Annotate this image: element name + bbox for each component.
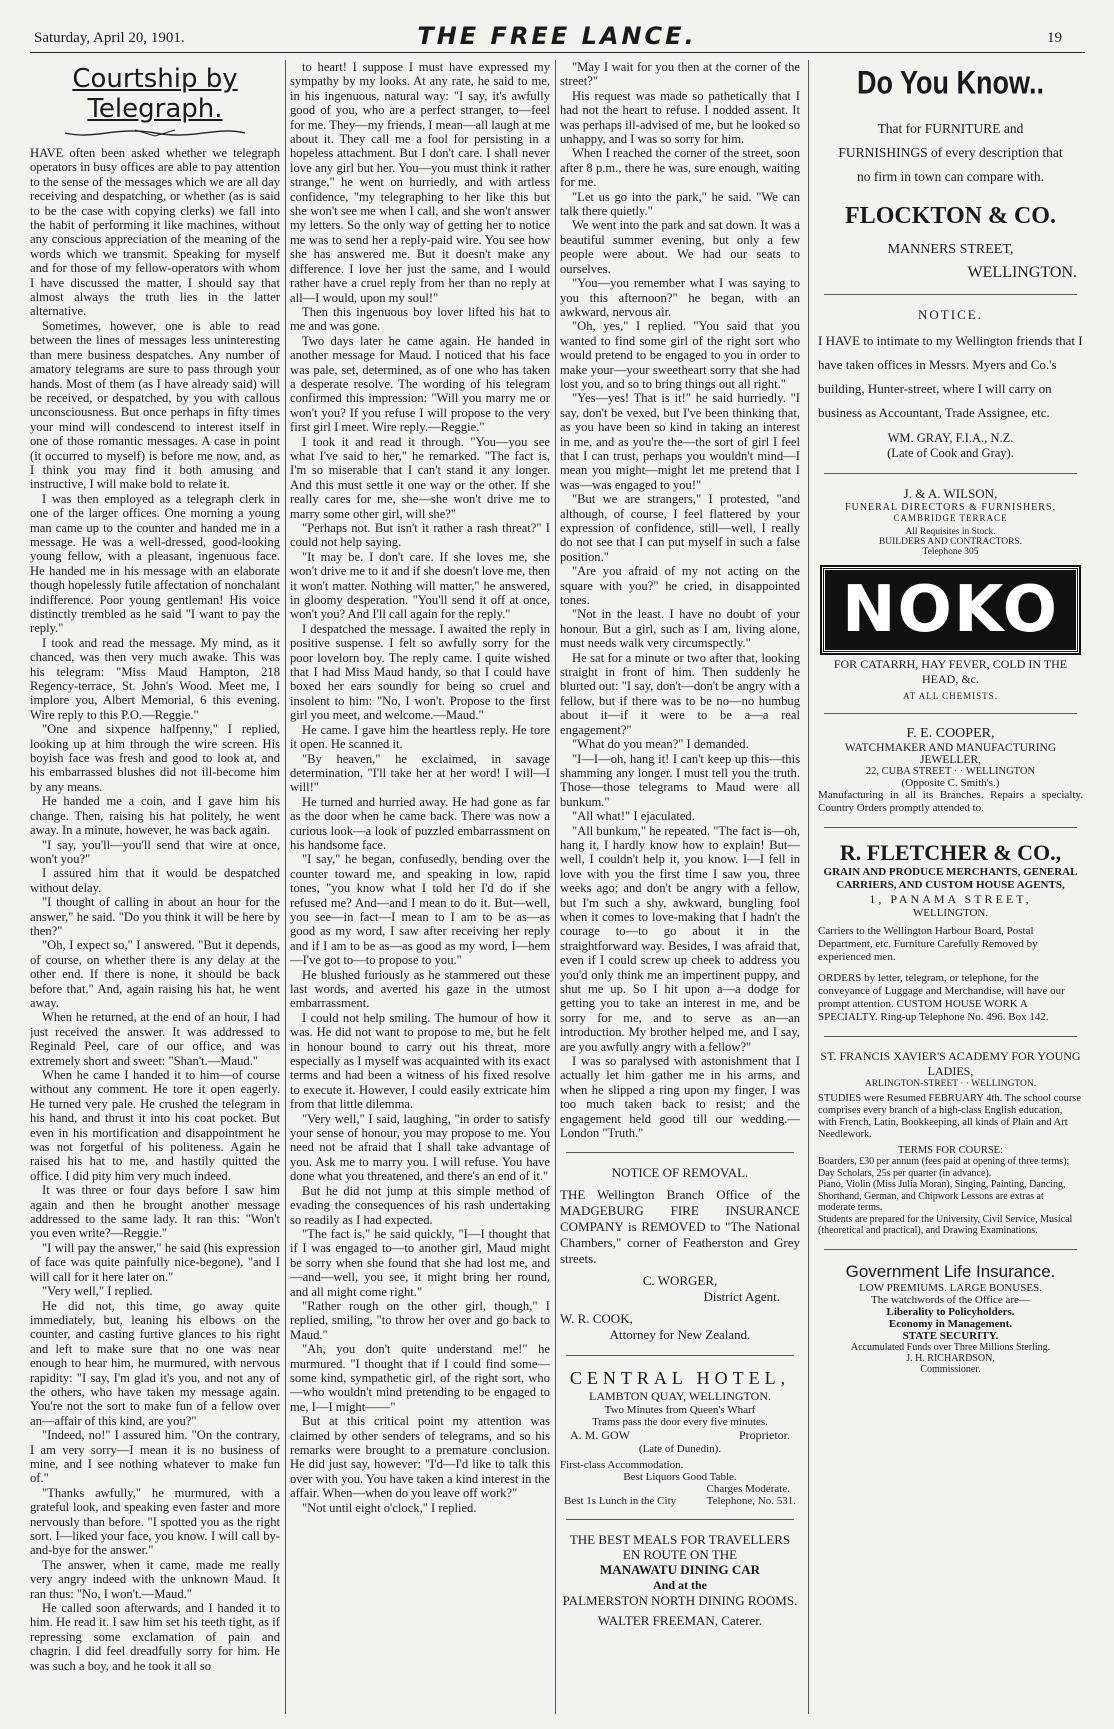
divider — [566, 1152, 794, 1153]
hotel-name: CENTRAL HOTEL, — [569, 1368, 791, 1389]
article-paragraph: We went into the park and sat down. It was a beautiful summer evening, but only a few people were about. We had our seats to ourselves. — [560, 218, 800, 276]
article-paragraph: "I thought of calling in about an hour for the answer," he said. "Do you think it will be here by then?" — [30, 895, 280, 938]
article-paragraph: "By heaven," he exclaimed, in savage determination, "I'll take her at her word! I will—I will!" — [290, 751, 550, 795]
terms-extras: Piano, Violin (Miss Julia Moran), Singing, Painting, Dancing, Shorthand, German, and Chipwork Lessons are extras at moderate terms. — [818, 1179, 1066, 1213]
fletcher-city: WELLINGTON. — [912, 907, 989, 919]
divider — [824, 473, 1077, 474]
article-paragraph: When he came I handed it to him—of course without any comment. He tore it open eagerly. He turned very pale. He crushed the telegram in his hand, and thrust it into his coat pocket. But even in his mortification and disappointment he was not forgetful of his politeness. Again he raised his hat to me, and hastily quitted the office. I did pity him very much indeed. — [30, 1068, 280, 1183]
article-paragraph: He turned and hurried away. He had gone as far as the door when he came back. There was now a curious look—a look of puzzled embarrassment on his handsome face. — [290, 794, 550, 852]
meals-car: MANAWATU DINING CAR — [599, 1562, 761, 1578]
fletcher-name: R. FLETCHER & CO., — [839, 840, 1062, 865]
article-paragraph: I despatched the message. I awaited the reply in positive suspense. I felt so awfully sorry for the poor lovelorn boy. The reply came. I quite wished that I had Miss Maud handy, so that I could have boxed her ears soundly for being so cruel and insolent to him: "No, I won't. Propose to the first girl you meet, and welcome.—Maud." — [290, 621, 550, 723]
gli-watchwords: The watchwords of the Office are— — [871, 1293, 1030, 1306]
government-life-ad — [818, 1262, 1083, 1375]
hotel-address: LAMBTON QUAY, WELLINGTON. — [588, 1389, 771, 1404]
terms-heading: TERMS FOR COURSE: — [897, 1145, 1004, 1156]
article-paragraph: It was three or four days before I saw him again and then he brought another message addressed to the same lady. It ran this: "Won't you even write?—Reggie." — [30, 1183, 280, 1241]
flockton-text: That for FURNITURE and FURNISHINGS of every description that no firm in town can compare with. — [838, 121, 1063, 184]
meals-and: And at the — [652, 1578, 707, 1593]
article-paragraph: Two days later he came again. He handed in another message for Maud. I noticed that his face was pale, set, determined, as of one who has taken a desperate resolve. The wording of his telegram confirmed this impression: "Will you marry me or won't you? If you refuse I will propose to the very first girl I meet. Wire reply.—Reggie." — [290, 333, 550, 435]
article-paragraph: He called soon afterwards, and I handed it to him. He read it. I saw him set his teeth tight, as if repressing some exclamation of pain and chagrin. I did feel dreadfully sorry for him. He was such a boy, and he took it all so — [30, 1601, 280, 1673]
xavier-ad — [818, 1049, 1083, 1237]
fletcher-address: 1, PANAMA STREET, — [869, 892, 1032, 906]
cooper-role: WATCHMAKER AND MANUFACTURING JEWELLER, — [844, 742, 1057, 766]
article-paragraph: "All bunkum," he repeated. "The fact is—oh, hang it, I hardly know how to explain! But—well, I couldn't help it, you know. I—I fell in love with you the first time I saw you, three weeks ago; and don't be angry with a fellow, but I'm such a shy, awkward, bungling fool when it comes to love-making that I hadn't the courage to—to go about it in the straightforward way. Besides, I was afraid that, even if I could screw up cheek to address you you'd only think me an impertinent puppy, and shut me up. So I hit upon a—a dodge for getting you to take an interest in me, and be sorry for me, and to serve as an—an introduction. My brother helped me, and I say, are you awfully angry with a fellow?" — [560, 823, 800, 1054]
article-paragraph: He handed me a coin, and I gave him his change. Then, raising his hat politely, he went away. In a minute, however, he was back again. — [30, 794, 280, 838]
article-paragraph: "Indeed, no!" I assured him. "On the contrary, I am very sorry—I mean it is no business of mine, and I see nothing whatever to make fun of." — [30, 1428, 280, 1486]
wilson-name: J. & A. WILSON, — [903, 486, 998, 501]
header-rule — [30, 52, 1085, 53]
article-paragraph: "Not in the least. I have no doubt of your honour. But a girl, such as I am, living alone, must needs walk very circumspectly." — [560, 607, 800, 651]
article-paragraph: His request was made so pathetically that I had not the heart to refuse. I nodded assent. It was perhaps ill-advised of me, but he looked so unhappy, and I was so sorry for him. — [560, 88, 800, 147]
article-paragraph: He did not, this time, go away quite immediately, but, leaning his elbows on the counter, and casting furtive glances to his right and left to make sure that no one was near enough to hear him, he murmured, with nervous rapidity: "I say, I'm glad it's you, and not any of the others, who have taken my message again. You're not the sort to make fun of a fellow over an—affair of this kind, are you?" — [30, 1298, 280, 1428]
wilson-builders: BUILDERS AND CONTRACTORS. — [878, 537, 1023, 547]
noko-logo: NOKO — [822, 567, 1079, 653]
removal-title: NOTICE OF REMOVAL. — [611, 1165, 749, 1181]
do-you-know-heading: Do You Know.. — [857, 64, 1044, 101]
central-hotel-ad — [560, 1368, 800, 1507]
issue-date: Saturday, April 20, 1901. — [34, 30, 185, 46]
hotel-feature-1: First-class Accommodation. — [560, 1459, 684, 1472]
article-column-1 — [30, 60, 280, 1717]
gli-low: LOW PREMIUMS. LARGE BONUSES. — [859, 1281, 1042, 1294]
article-paragraph: "Ah, you don't quite understand me!" he murmured. "I thought that if I could find some—some kind, sympathetic girl, of the right sort, who—who wouldn't mind pretending to be engaged to me, I—I might——" — [290, 1342, 550, 1414]
xavier-address: ARLINGTON-STREET · · WELLINGTON. — [864, 1079, 1037, 1089]
removal-notice — [560, 1165, 800, 1343]
article-column-2 — [290, 60, 550, 1717]
hotel-telephone: Telephone, No. 531. — [706, 1495, 796, 1508]
meals-title: THE BEST MEALS FOR TRAVELLERS EN ROUTE ON THE — [569, 1532, 791, 1563]
gli-commissioner-role: Commissioner. — [920, 1363, 981, 1375]
column-divider — [285, 60, 286, 1714]
article-paragraph: I was then employed as a telegraph clerk in one of the larger offices. One morning a young man came up to the counter and handed me in a message. He was a well-dressed, good-looking young fellow, with a pleasant, ingenuous face. He handed me in his message with an elaborate though hopelessly futile affectation of nonchalant indifference. Poor young gentleman! His voice distinctly trembled as he said "I want to pay the reply." — [30, 491, 280, 636]
divider — [824, 294, 1077, 295]
removal-attorney: W. R. COOK, — [560, 1311, 633, 1327]
article-paragraph: "Oh, I expect so," I answered. "But it depends, of course, on whether there is any delay at the other end. If there is none, it should be back before that." And, again raising his hat, he went away. — [30, 938, 280, 1010]
column-divider — [555, 60, 556, 1714]
article-paragraph: "I say," he began, confusedly, bending over the counter toward me, and speaking in low, rapid tones, "you know what I told her I'd do if she refused me? And—and I mean to do it. But—well, you see—in fact—I mean to I am to be as—as good as my word, I saw after receiving her reply and if I am to be as—as good as my word, I—hem—I've got to—to propose to you." — [290, 852, 550, 968]
article-paragraph: I was so paralysed with astonishment that I actually let him gather me in his arms, and when he slipped a ring upon my finger, I was too much taken back to resist; and the engagement held good till our wedding.—London "Truth." — [560, 1054, 800, 1141]
article-paragraph: "Are you afraid of my not acting on the square with you?" he cried, in disappointed tones. — [560, 564, 800, 608]
wilson-role: FUNERAL DIRECTORS & FURNISHERS, — [844, 502, 1057, 513]
advertisement-column — [818, 60, 1083, 1717]
notice-title: NOTICE. — [918, 307, 983, 322]
article-paragraph: "What do you mean?" I demanded. — [572, 737, 749, 752]
article-paragraph: "Very well," I replied. — [42, 1284, 153, 1299]
article-paragraph: "Perhaps not. But isn't it rather a rash threat?" I could not help saying. — [290, 521, 550, 550]
xavier-text: STUDIES were Resumed FEBRUARY 4th. The school course comprises every branch of a high-class English education, with French, Latin, Bookkeeping, all kinds of Plain and Art Needlework. — [818, 1093, 1082, 1140]
article-paragraph: "You—you remember what I was saying to you this afternoon?" he began, with an awkward, nervous air. — [560, 276, 800, 319]
article-paragraph: "Thanks awfully," he murmured, with a grateful look, and speaking even faster and more nervously than before. "I spotted you as the right sort. I—liked your face, you know. I will call by-and-bye for the answer." — [30, 1485, 280, 1558]
flockton-street: MANNERS STREET, — [887, 242, 1014, 257]
article-paragraph: He came. I gave him the heartless reply. He tore it open. He scanned it. — [290, 722, 550, 752]
gli-funds: Accumulated Funds over Three Millions Sterling. — [850, 1341, 1051, 1353]
gli-security: STATE SECURITY. — [902, 1329, 999, 1342]
divider — [566, 1355, 794, 1356]
article-paragraph: But at this critical point my attention was claimed by other senders of telegrams, and so his remarks were brought to a premature conclusion. He did just say, however: "I'd—I'd like to talk this over with you. You have taken a kind interest in the affair. When—when do you leave off work?" — [290, 1414, 550, 1501]
noko-for: FOR CATARRH, HAY FEVER, COLD IN THE HEAD, &c. — [833, 657, 1068, 686]
noko-at: AT ALL CHEMISTS. — [903, 691, 998, 701]
article-paragraph: "But we are strangers," I protested, "and although, of course, I feel flattered by your expression of confidence, still—well, I really do not see that I can put myself in such a false position." — [560, 492, 800, 564]
article-paragraph: Then this ingenuous boy lover lifted his hat to me and was gone. — [290, 304, 550, 334]
noko-ad — [822, 567, 1079, 701]
article-paragraph: "I say, you'll—you'll send that wire at once, won't you?" — [30, 837, 280, 866]
hotel-line-2: Trams pass the door every five minutes. — [592, 1416, 768, 1429]
fletcher-text: Carriers to the Wellington Harbour Board, Postal Department, etc. Furniture Carefully Removed by experienced men. — [818, 925, 1038, 963]
article-paragraph: "I will pay the answer," he said (his expression of face was quite painfully nice-begone), "and I will call for it here later on." — [30, 1240, 280, 1284]
article-paragraph: When he returned, at the end of an hour, I had just received the answer. It was addressed to Reginald Peel, care of our office, and was extremely short and sweet: "Shan't.—Maud." — [30, 1010, 280, 1068]
hotel-feature-2: Best Liquors Good Table. — [623, 1471, 737, 1484]
notice-text: I HAVE to intimate to my Wellington friends that I have taken offices in Messrs. Myers and Co.'s building, Hunter-street, where I will carry on business as Accountant, Trade Assignee, etc. — [818, 333, 1083, 420]
cooper-opposite: (Opposite C. Smith's.) — [901, 777, 1000, 789]
article-paragraph: I took and read the message. My mind, as it chanced, was then very much awake. This was his telegram: "Miss Maud Hampton, 218 Regency-terrace, St. John's Wood. Meet me, I implore you, Albert Memorial, 6 this evening. Wire reply to this P.O.—Reggie." — [30, 635, 280, 722]
xavier-name: ST. FRANCIS XAVIER'S ACADEMY FOR YOUNG LADIES, — [820, 1049, 1081, 1078]
divider — [824, 1036, 1077, 1037]
article-paragraph: "Yes—yes! That is it!" he said hurriedly. "I say, don't be vexed, but I've been thinking that, as you have been so kind in taking an interest in me, and as you're the—the sort of girl I feel that I can trust, perhaps you wouldn't mind—I mean you might—might let me pretend that I was—was engaged to you!" — [560, 391, 800, 492]
wilson-ad — [818, 486, 1083, 557]
wilson-address: CAMBRIDGE TERRACE — [893, 513, 1008, 523]
cooper-address: 22, CUBA STREET · · WELLINGTON — [865, 766, 1036, 777]
wilson-telephone: Telephone 305 — [922, 547, 979, 557]
divider — [824, 713, 1077, 714]
hotel-owner: A. M. GOW — [570, 1428, 630, 1443]
hotel-line-1: Two Minutes from Queen's Wharf — [604, 1404, 756, 1417]
article-paragraph: "Rather rough on the other girl, though," I replied, smiling, "to throw her over and go back to Maud." — [290, 1298, 550, 1342]
article-paragraph: "I—I—oh, hang it! I can't keep up this—this shamming any longer. I must tell you the truth. Those—those telegrams to Maud were all bunkum." — [560, 751, 800, 809]
removal-signer: C. WORGER, — [642, 1273, 718, 1289]
gli-commissioner: J. H. RICHARDSON, — [906, 1352, 995, 1364]
flockton-ad — [818, 64, 1083, 282]
article-paragraph: I could not help smiling. The humour of how it was. He did not want to propose to me, but he felt in honour bound to carry out his threat, more especially as I myself was acquainted with its exact terms and had been a witness of his fixed resolve to execute it. However, I could easily extricate him from that little dilemma. — [290, 1010, 550, 1112]
meals-caterer: WALTER FREEMAN, Caterer. — [597, 1613, 763, 1629]
article-paragraph: "The fact is," he said quickly, "I—I thought that if I was engaged to—to another girl, Maud might be sorry when she found that she had lost me, and—and—well, you see, it might bring her round, and all might come right." — [290, 1226, 550, 1299]
article-paragraph: "One and sixpence halfpenny," I replied, looking up at him through the wire screen. His boyish face was fresh and good to look at, and his embarrassed blushes did not ill-become him by any means. — [30, 722, 280, 794]
column-divider — [808, 60, 809, 1714]
article-paragraph: to heart! I suppose I must have expressed my sympathy by my looks. At any rate, he said to me, in his ingenuous, natural way: "I say, it's awfully good of you, who are a perfect stranger, to—feel for me. They—my friends, I mean—all laugh at me about it. They call me a fool for persisting in a hopeless attachment. But I don't care. I shall never love any girl but her. You—you must think it rather strange," he went on hurriedly, and with artless confidence, "my telegraphing to her like this but she won't see me when I call, and she won't answer my letters. So the only way of getting her to notice me was to send her a reply-paid wire. You see how she has answered me. But it doesn't make any difference. I love her just the same, and I would rather have a cruel reply from her than no reply at all—I would, upon my soul!" — [290, 60, 550, 305]
hotel-owner-role: Proprietor. — [739, 1428, 790, 1443]
removal-signer-role: District Agent. — [703, 1289, 780, 1305]
cooper-name: F. E. COOPER, — [906, 726, 995, 741]
article-paragraph: When I reached the corner of the street, soon after 8 p.m., there he was, sure enough, waiting for me. — [560, 146, 800, 190]
gray-notice — [818, 307, 1083, 461]
article-paragraph: He sat for a minute or two after that, looking straight in front of him. Then suddenly he blurted out: "I say, don't—don't be angry with a fellow, but if there was to be no—no humbug about it—if it were to be a—a real engagement?" — [560, 650, 800, 737]
article-paragraph: "Oh, yes," I replied. "You said that you wanted to find some girl of the right sort who would pretend to be engaged to you in order to make your—your sweetheart sorry that she had lost you, and so to bring things out all right." — [560, 319, 800, 391]
hotel-feature-4: Best 1s Lunch in the City — [564, 1495, 677, 1508]
flockton-name: FLOCKTON & CO. — [845, 203, 1056, 229]
notice-signer: WM. GRAY, F.I.A., N.Z. — [887, 431, 1014, 445]
page-number: 19 — [1047, 30, 1062, 46]
article-body-continued — [290, 60, 550, 1515]
article-title: Courtship by Telegraph. — [72, 64, 238, 124]
cooper-text: Manufacturing in all its Branches. Repairs a specialty. Country Orders promptly attended to. — [818, 789, 1083, 814]
article-paragraph: I took it and read it through. "You—you see what I've said to her," he remarked. "The fact is, I'm so miserable that I can't stand it any longer. And this must settle it one way or the other. If she really cares for me, she—she won't drive me to marry some other girl, will she?" — [290, 434, 550, 521]
title-flourish-ornament — [55, 126, 255, 140]
hotel-feature-3: Charges Moderate. — [706, 1483, 790, 1496]
hotel-owner-note: (Late of Dunedin). — [638, 1443, 722, 1456]
article-paragraph: "All what!" I ejaculated. — [572, 809, 695, 824]
article-paragraph: He blushed furiously as he stammered out these last words, and averted his gaze in the utmost embarrassment. — [290, 967, 550, 1011]
article-paragraph: "May I wait for you then at the corner of the street?" — [560, 60, 800, 89]
article-paragraph: I assured him that it would be despatched without delay. — [30, 866, 280, 895]
divider — [566, 1519, 794, 1520]
dining-car-ad — [560, 1532, 800, 1629]
article-paragraph: "Let us go into the park," he said. "We can talk there quietly." — [560, 189, 800, 219]
orders-text: ORDERS by letter, telegram, or telephone, for the conveyance of Luggage and Merchandise, will have our prompt attention. CUSTOM HOUSE WORK A SPECIALTY. Ring-up Telephone No. 496. Box 142. — [818, 972, 1065, 1023]
gli-economy: Economy in Management. — [888, 1317, 1013, 1330]
article-paragraph: But he did not jump at this simple method of evading the consequences of his rash undertaking so readily as I had expected. — [290, 1183, 550, 1227]
article-body-conclusion — [560, 60, 800, 1140]
flockton-city: WELLINGTON. — [967, 264, 1077, 281]
meals-rooms: PALMERSTON NORTH DINING ROOMS. — [562, 1593, 798, 1609]
terms-students: Students are prepared for the University, Civil Service, Musical (theoretical and practical), and Drawing Examinations. — [818, 1213, 1073, 1236]
gli-title: Government Life Insurance. — [845, 1261, 1056, 1281]
terms-boarders: Boarders, £30 per annum (fees paid at opening of three terms); Day Scholars, 25s per quarter (in advance). — [818, 1156, 1070, 1179]
cooper-ad — [818, 726, 1083, 815]
article-paragraph: Sometimes, however, one is able to read between the lines of messages less uninteresting than mere business despatches. Any number of amatory telegrams are sure to pass through your hands. Most of them (as I have already said) will be received, or despatched, by you with callous unconsciousness. But once perhaps in fifty times your mind will condescend to interest itself in one of those romantic messages. A case in point (it occurred to myself) is before me now, and, as I think you may find it both amusing and instructive, I will make bold to relate it. — [30, 318, 280, 492]
page-header — [0, 8, 1114, 48]
divider — [824, 1249, 1077, 1250]
article-paragraph: "Not until eight o'clock," I replied. — [302, 1500, 477, 1515]
article-body — [30, 146, 280, 1673]
fletcher-role: GRAIN AND PRODUCE MERCHANTS, GENERAL CARRIERS, AND CUSTOM HOUSE AGENTS, — [823, 866, 1078, 891]
notice-signer-note: (Late of Cook and Gray). — [887, 446, 1014, 460]
gli-liberality: Liberality to Policyholders. — [886, 1305, 1015, 1318]
article-column-3 — [560, 60, 800, 1717]
article-paragraph: The answer, when it came, made me really very angry indeed with the unknown Maud. It ran thus: "No, I won't.—Maud." — [30, 1557, 280, 1601]
divider — [824, 827, 1077, 828]
fletcher-ad — [818, 840, 1083, 1024]
wilson-requisites: All Requisites in Stock. — [905, 527, 996, 537]
removal-text: THE Wellington Branch Office of the MADGEBURG FIRE INSURANCE COMPANY is REMOVED to "The National Chambers," corner of Featherston and Grey streets. — [560, 1187, 800, 1267]
removal-attorney-role: Attorney for New Zealand. — [609, 1327, 751, 1343]
article-paragraph: HAVE often been asked whether we telegraph operators in busy offices are able to pay attention to the sense of the messages which we are all day receiving and despatching, or whether (as is said to be the case with copying clerks) we fall into the habit of performing it like machines, without any conscious appreciation of the meaning of the words which we transmit. Speaking for myself and for those of my fellow-operators with whom I have discussed the matter, I should say that almost always the truth lies in the latter alternative. — [30, 146, 280, 319]
article-paragraph: "It may be. I don't care. If she loves me, she won't drive me to it and if she doesn't love me, then it won't matter. Nothing will matter," he answered, in gloomy desperation. "You'll send it off at once, won't you? And I'll call again for the reply." — [290, 549, 550, 622]
masthead: THE FREE LANCE. — [417, 22, 697, 50]
article-paragraph: "Very well," I said, laughing, "in order to satisfy your sense of honour, you may propose to me. You need not be afraid that I shall take advantage of you. Ask me to marry you. I will refuse. You have done what you threatened, and there's an end of it." — [290, 1111, 550, 1184]
